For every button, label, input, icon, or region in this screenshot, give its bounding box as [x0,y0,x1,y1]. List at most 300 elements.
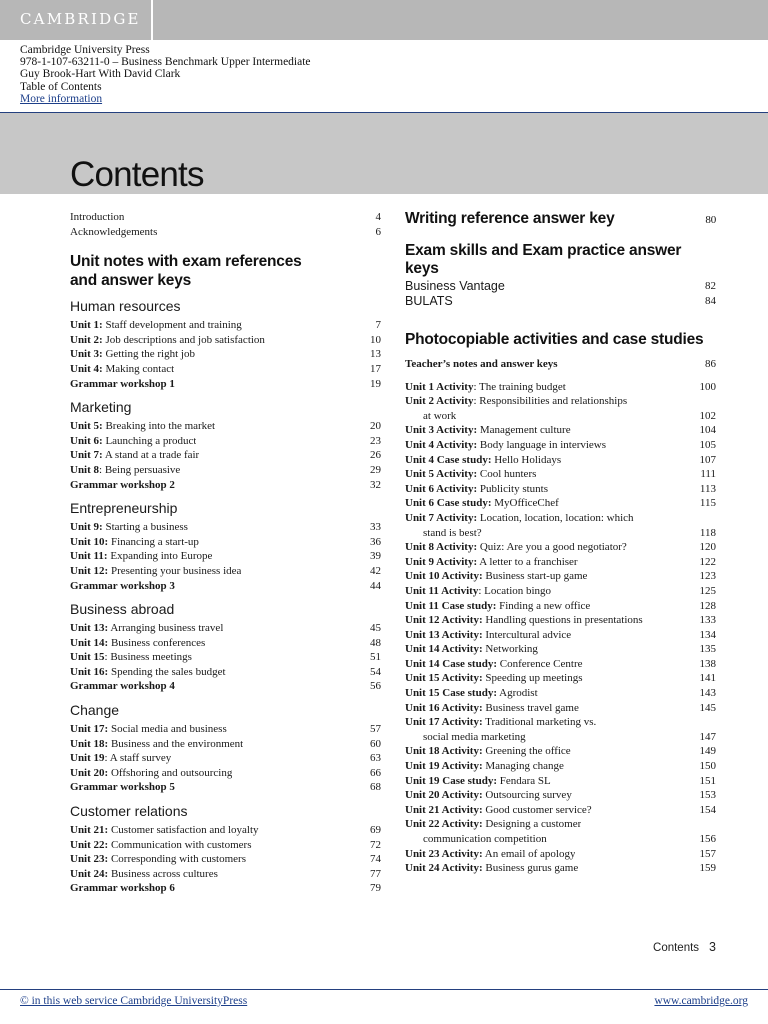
entry-title [70,434,196,449]
toc-entry[interactable] [405,759,716,774]
toc-entry-continuation [405,730,716,745]
entry-label: Unit 6: [70,434,103,447]
entry-title [70,650,192,665]
entry-title [70,780,175,795]
toc-right-column [405,210,716,876]
toc-entry[interactable] [405,686,716,701]
entry-text: Presenting your business idea [108,564,242,577]
page-number: 128 [699,599,716,612]
entry-title: Introduction [70,211,125,223]
toc-entry[interactable] [70,333,381,348]
title-band [0,113,768,194]
entry-title [70,347,195,362]
entry-text: Outsourcing survey [482,789,572,802]
toc-entry[interactable] [70,679,381,694]
entry-text: Making contact [102,362,175,375]
toc-entry[interactable] [405,438,716,453]
toc-entry[interactable] [405,642,716,657]
page-number: 149 [699,745,716,758]
page-number: 150 [699,760,716,773]
entry-text: at work [423,409,457,422]
toc-entry[interactable] [70,478,381,493]
entry-text: Business start-up game [482,570,588,583]
toc-entry[interactable] [405,744,716,759]
entry-label: Unit 4 Activity: [405,438,478,451]
entry-label: Unit 11: [70,550,108,563]
entry-label: Unit 24: [70,867,109,880]
toc-entry[interactable] [70,347,381,362]
photocopiable-heading: Photocopiable activities and case studies [405,330,704,348]
page-number: 147 [699,730,716,743]
entry-text: social media marketing [423,730,526,743]
toc-entry[interactable] [70,867,381,882]
entry-title [405,847,575,862]
entry-title [405,540,627,555]
page-number: 113 [699,482,716,495]
toc-entry[interactable] [405,279,716,294]
entry-label: Unit 20: [70,766,109,779]
toc-entry[interactable] [70,838,381,853]
toc-entry[interactable] [405,394,716,409]
toc-entry[interactable] [405,628,716,643]
entry-label: Unit 23 Activity: [405,847,483,860]
entry-label: Unit 3 Activity: [405,424,478,437]
toc-entry[interactable] [405,788,716,803]
entry-text: Publicity stunts [477,482,549,495]
entry-label: Grammar workshop 4 [70,680,175,693]
toc-entry[interactable] [405,599,716,614]
entry-text: stand is best? [423,526,482,539]
entry-label: Unit 2: [70,333,103,346]
entry-label: Unit 22 Activity: [405,818,483,831]
website-link[interactable]: www.cambridge.org [654,995,748,1007]
page-number: 72 [370,838,381,851]
entry-label: Unit 14 Activity: [405,643,483,656]
toc-entry[interactable] [70,780,381,795]
entry-label: Unit 22: [70,838,109,851]
more-information-link[interactable]: More information [20,92,103,105]
page-number: 151 [699,774,716,787]
page-number: 17 [370,362,381,375]
toc-entry[interactable] [405,540,716,555]
entry-title [405,438,606,453]
entry-title [405,569,587,584]
entry-title [70,636,205,651]
entry-text: communication competition [423,833,547,845]
toc-entry[interactable] [70,650,381,665]
entry-label: Unit 1: [70,319,103,332]
entry-text: Job descriptions and job satisfaction [102,333,265,346]
entry-title: Business Vantage [405,278,505,293]
logo-text: CAMBRIDGE [20,10,141,28]
toc-entry[interactable] [405,496,716,511]
book-metadata [20,44,311,105]
entry-text: Body language in interviews [477,438,607,451]
toc-entry[interactable] [405,555,716,570]
page-number: 42 [370,564,381,577]
toc-entry[interactable] [405,861,716,876]
entry-title [70,867,218,882]
section-heading: Customer relations [70,803,188,820]
footer-page-number: 3 [709,940,716,954]
entry-label: Grammar workshop 5 [70,781,175,794]
toc-entry-continuation [405,832,716,847]
toc-entry[interactable] [70,463,381,478]
toc-entry[interactable] [70,448,381,463]
entry-title [70,722,227,737]
entry-label: Unit 13 Activity: [405,628,483,641]
entry-title [70,318,242,333]
page-number: 68 [370,781,381,794]
page-number: 159 [699,862,716,875]
page-number: 63 [370,752,381,765]
entry-text: : Responsibilities and relationships [473,395,628,408]
toc-entry[interactable] [405,715,716,730]
entry-text: Good customer service? [482,803,592,816]
entry-label: Unit 6 Activity: [405,482,478,495]
entry-title [70,333,265,348]
entry-label: Unit 2 Activity [405,395,474,408]
entry-text: A stand at a trade fair [102,449,200,462]
toc-entry[interactable] [405,467,716,482]
entry-text: Traditional marketing vs. [482,716,597,729]
unit-notes-heading-line-2: and answer keys [70,271,192,289]
entry-title [405,861,578,876]
entry-text: Expanding into Europe [107,550,213,563]
toc-entry[interactable] [405,482,716,497]
entry-label: Grammar workshop 1 [70,377,175,390]
entry-title [70,564,241,579]
entry-label: Unit 10 Activity: [405,570,483,583]
cambridge-logo[interactable] [0,0,153,40]
toc-entry[interactable] [405,613,716,628]
entry-title [70,737,243,752]
entry-title [70,520,188,535]
page-number: 157 [699,847,716,860]
page-number: 156 [699,833,716,845]
entry-title [405,555,578,570]
entry-label: Unit 19 [70,752,105,765]
entry-title [405,584,551,599]
entry-text: Getting the right job [102,348,195,361]
page-number: 26 [370,449,381,462]
page-number: 45 [370,622,381,635]
entry-label: Unit 14: [70,636,109,649]
writing-heading: Writing reference answer key [405,210,615,227]
entry-text: Agrodist [496,687,538,700]
page-number: 154 [699,803,716,816]
page-number: 80 [705,214,716,226]
toc-entry[interactable] [70,852,381,867]
entry-text: An email of apology [482,847,576,860]
page-number: 57 [370,723,381,736]
page-number: 36 [370,535,381,548]
page-number: 153 [699,789,716,802]
toc-entry[interactable] [405,584,716,599]
toc-entry[interactable] [70,549,381,564]
entry-label: Unit 11 Case study: [405,599,497,612]
entry-title [405,511,634,526]
section-heading: Human resources [70,298,181,315]
toc-entry[interactable] [70,665,381,680]
isbn-title-line: 978-1-107-63211-0 – Business Benchmark Upper Intermediate [20,56,311,69]
entry-text: Breaking into the market [102,420,216,433]
entry-text: Customer satisfaction and loyalty [108,824,259,837]
page-number: 100 [699,380,716,393]
page-number: 74 [370,853,381,866]
entry-title [405,701,579,716]
entry-title [70,362,174,377]
page-number: 141 [699,672,716,685]
entry-label: Unit 15 Activity: [405,672,483,685]
entry-title [70,478,175,493]
page-number: 32 [370,478,381,491]
entry-label: Unit 18: [70,737,109,750]
entry-text: Financing a start-up [108,535,199,548]
entry-title [405,453,561,468]
toc-entry[interactable] [70,621,381,636]
entry-title: Acknowledgements [70,225,158,238]
entry-text: Arranging business travel [108,622,224,635]
toc-entry[interactable] [70,225,381,240]
entry-text: A letter to a franchiser [477,555,578,568]
entry-text: Business gurus game [482,862,579,875]
page-number: 33 [370,521,381,534]
page-number: 120 [699,541,716,554]
toc-entry[interactable] [70,377,381,392]
page-number: 118 [699,526,716,539]
page-number: 44 [370,579,381,592]
entry-label: Unit 7: [70,449,103,462]
entry-text: Launching a product [102,434,197,447]
top-banner [0,0,768,40]
entry-title [70,549,212,564]
page-number: 105 [699,438,716,451]
entry-label: Grammar workshop 6 [70,882,175,895]
page-number: 6 [375,225,381,238]
entry-label: Unit 4 Case study: [405,453,492,466]
entry-label: Unit 17 Activity: [405,716,483,729]
entry-label: Unit 13: [70,622,109,635]
entry-label: Unit 19 Case study: [405,774,497,787]
doc-type-line: Table of Contents [20,80,102,93]
section-heading: Marketing [70,399,132,416]
entry-text: Fendara SL [496,774,551,787]
toc-entry-writing-reference[interactable] [405,210,716,230]
entry-title [70,881,175,896]
exam-heading: Exam skills and Exam practice answer keys [405,241,682,277]
toc-entry[interactable] [70,434,381,449]
page-number: 125 [699,584,716,597]
entry-title: BULATS [405,293,453,308]
toc-entry[interactable] [70,636,381,651]
toc-entry[interactable] [70,881,381,896]
entry-text: MyOfficeChef [491,497,559,510]
divider [0,989,768,990]
entry-title [70,377,175,392]
toc-entry-teachers-notes[interactable] [405,357,716,372]
page-number: 86 [705,358,716,370]
toc-entry[interactable] [70,318,381,333]
running-footer [653,940,716,954]
section-heading: Change [70,702,120,719]
entry-title [405,642,538,657]
entry-title [70,579,175,594]
entry-text: Designing a customer [482,818,582,831]
toc-entry[interactable] [405,380,716,395]
toc-entry[interactable] [405,453,716,468]
toc-entry[interactable] [405,847,716,862]
page-number: 7 [375,319,381,332]
page-number: 107 [699,453,716,466]
entry-label: Unit 19 Activity: [405,760,483,773]
entry-text: Starting a business [102,521,188,534]
page-number: 122 [699,555,716,568]
entry-title [70,665,226,680]
entry-title [405,394,627,409]
page-number: 135 [699,643,716,656]
toc-entry[interactable] [70,520,381,535]
page-title: Contents [70,155,204,194]
entry-label: Unit 9 Activity: [405,555,478,568]
entry-label: Unit 10: [70,535,109,548]
entry-title [405,467,536,482]
entry-title [405,744,571,759]
page-number: 39 [370,550,381,563]
entry-text: Spending the sales budget [108,665,226,678]
entry-label: Unit 4: [70,362,103,375]
toc-entry[interactable] [70,722,381,737]
toc-entry[interactable] [405,671,716,686]
page-number: 23 [370,434,381,447]
entry-text: Conference Centre [496,657,583,670]
entry-text: Management culture [477,424,571,437]
entry-title [405,686,538,701]
entry-text: Intercultural advice [482,628,572,641]
entry-title [405,613,643,628]
entry-label: Unit 14 Case study: [405,657,497,670]
entry-title [70,751,171,766]
toc-entry[interactable] [70,210,381,225]
toc-entry[interactable] [70,564,381,579]
entry-label: Unit 18 Activity: [405,745,483,758]
entry-title [70,621,223,636]
page-number: 123 [699,570,716,583]
entry-title [70,448,199,463]
entry-title [405,774,551,789]
page-number: 111 [700,468,716,481]
copyright-link[interactable]: © in this web service Cambridge UniversityPress [20,995,248,1007]
page-number: 138 [699,657,716,670]
page-number: 29 [370,463,381,476]
toc-entry[interactable] [70,419,381,434]
entry-text: Finding a new office [496,599,591,612]
toc-entry[interactable] [405,423,716,438]
toc-entry[interactable] [70,737,381,752]
entry-text: Communication with customers [108,838,252,851]
entry-label: Unit 5 Activity: [405,468,478,481]
authors-line: Guy Brook-Hart With David Clark [20,68,181,81]
entry-label: Unit 17: [70,723,109,736]
page-number: 66 [370,766,381,779]
page-number: 79 [370,882,381,895]
entry-text: Networking [482,643,538,656]
entry-title [405,788,572,803]
entry-title [405,803,592,818]
entry-title [70,823,259,838]
entry-text: Social media and business [108,723,227,736]
toc-entry[interactable] [405,701,716,716]
entry-title [70,535,199,550]
entry-label: Unit 9: [70,521,103,534]
entry-text: Staff development and training [102,319,242,332]
toc-entry[interactable] [405,817,716,832]
page-number: 133 [699,614,716,627]
page-number: 51 [370,651,381,664]
entry-label: Unit 24 Activity: [405,862,483,875]
toc-entry[interactable] [405,657,716,672]
page-number: 104 [699,424,716,437]
toc-entry[interactable] [405,803,716,818]
unit-notes-heading [70,253,381,290]
page-number: 60 [370,737,381,750]
entry-text: Business conferences [108,636,206,649]
page-number: 143 [699,687,716,700]
page-number: 48 [370,636,381,649]
section-heading: Business abroad [70,601,175,618]
entry-title [405,496,559,511]
toc-entry[interactable] [70,579,381,594]
toc-entry-continuation [405,409,716,424]
entry-title: Teacher’s notes and answer keys [405,358,558,370]
page-number: 82 [705,279,716,292]
toc-entry[interactable] [405,569,716,584]
page-number: 4 [375,211,381,223]
entry-text: Cool hunters [477,468,537,481]
toc-entry[interactable] [70,535,381,550]
entry-text: Corresponding with customers [108,853,246,866]
toc-entry[interactable] [405,511,716,526]
page-number: 134 [699,628,716,641]
entry-title [70,679,175,694]
entry-text: : A staff survey [104,752,172,765]
toc-entry[interactable] [405,294,716,309]
page-number: 13 [370,348,381,361]
entry-title [70,766,232,781]
entry-text: Location, location, location: which [477,511,634,524]
entry-label: Unit 1 Activity [405,380,474,393]
entry-title [405,759,564,774]
toc-entry[interactable] [70,751,381,766]
entry-label: Unit 8 Activity: [405,541,478,554]
toc-entry[interactable] [70,766,381,781]
toc-entry[interactable] [70,362,381,377]
entry-label: Unit 12 Activity: [405,614,483,627]
entry-text: : Being persuasive [99,463,181,476]
entry-label: Unit 21: [70,824,109,837]
entry-label: Unit 23: [70,853,109,866]
toc-entry[interactable] [405,774,716,789]
entry-label: Unit 8 [70,463,100,476]
page-number: 115 [699,497,716,510]
entry-label: Unit 21 Activity: [405,803,483,816]
page-number: 102 [699,409,716,422]
entry-text: Quiz: Are you a good negotiator? [477,541,627,554]
entry-label: Unit 11 Activity [405,584,479,597]
toc-entry[interactable] [70,823,381,838]
entry-label: Unit 16: [70,665,109,678]
entry-label: Unit 6 Case study: [405,497,492,510]
